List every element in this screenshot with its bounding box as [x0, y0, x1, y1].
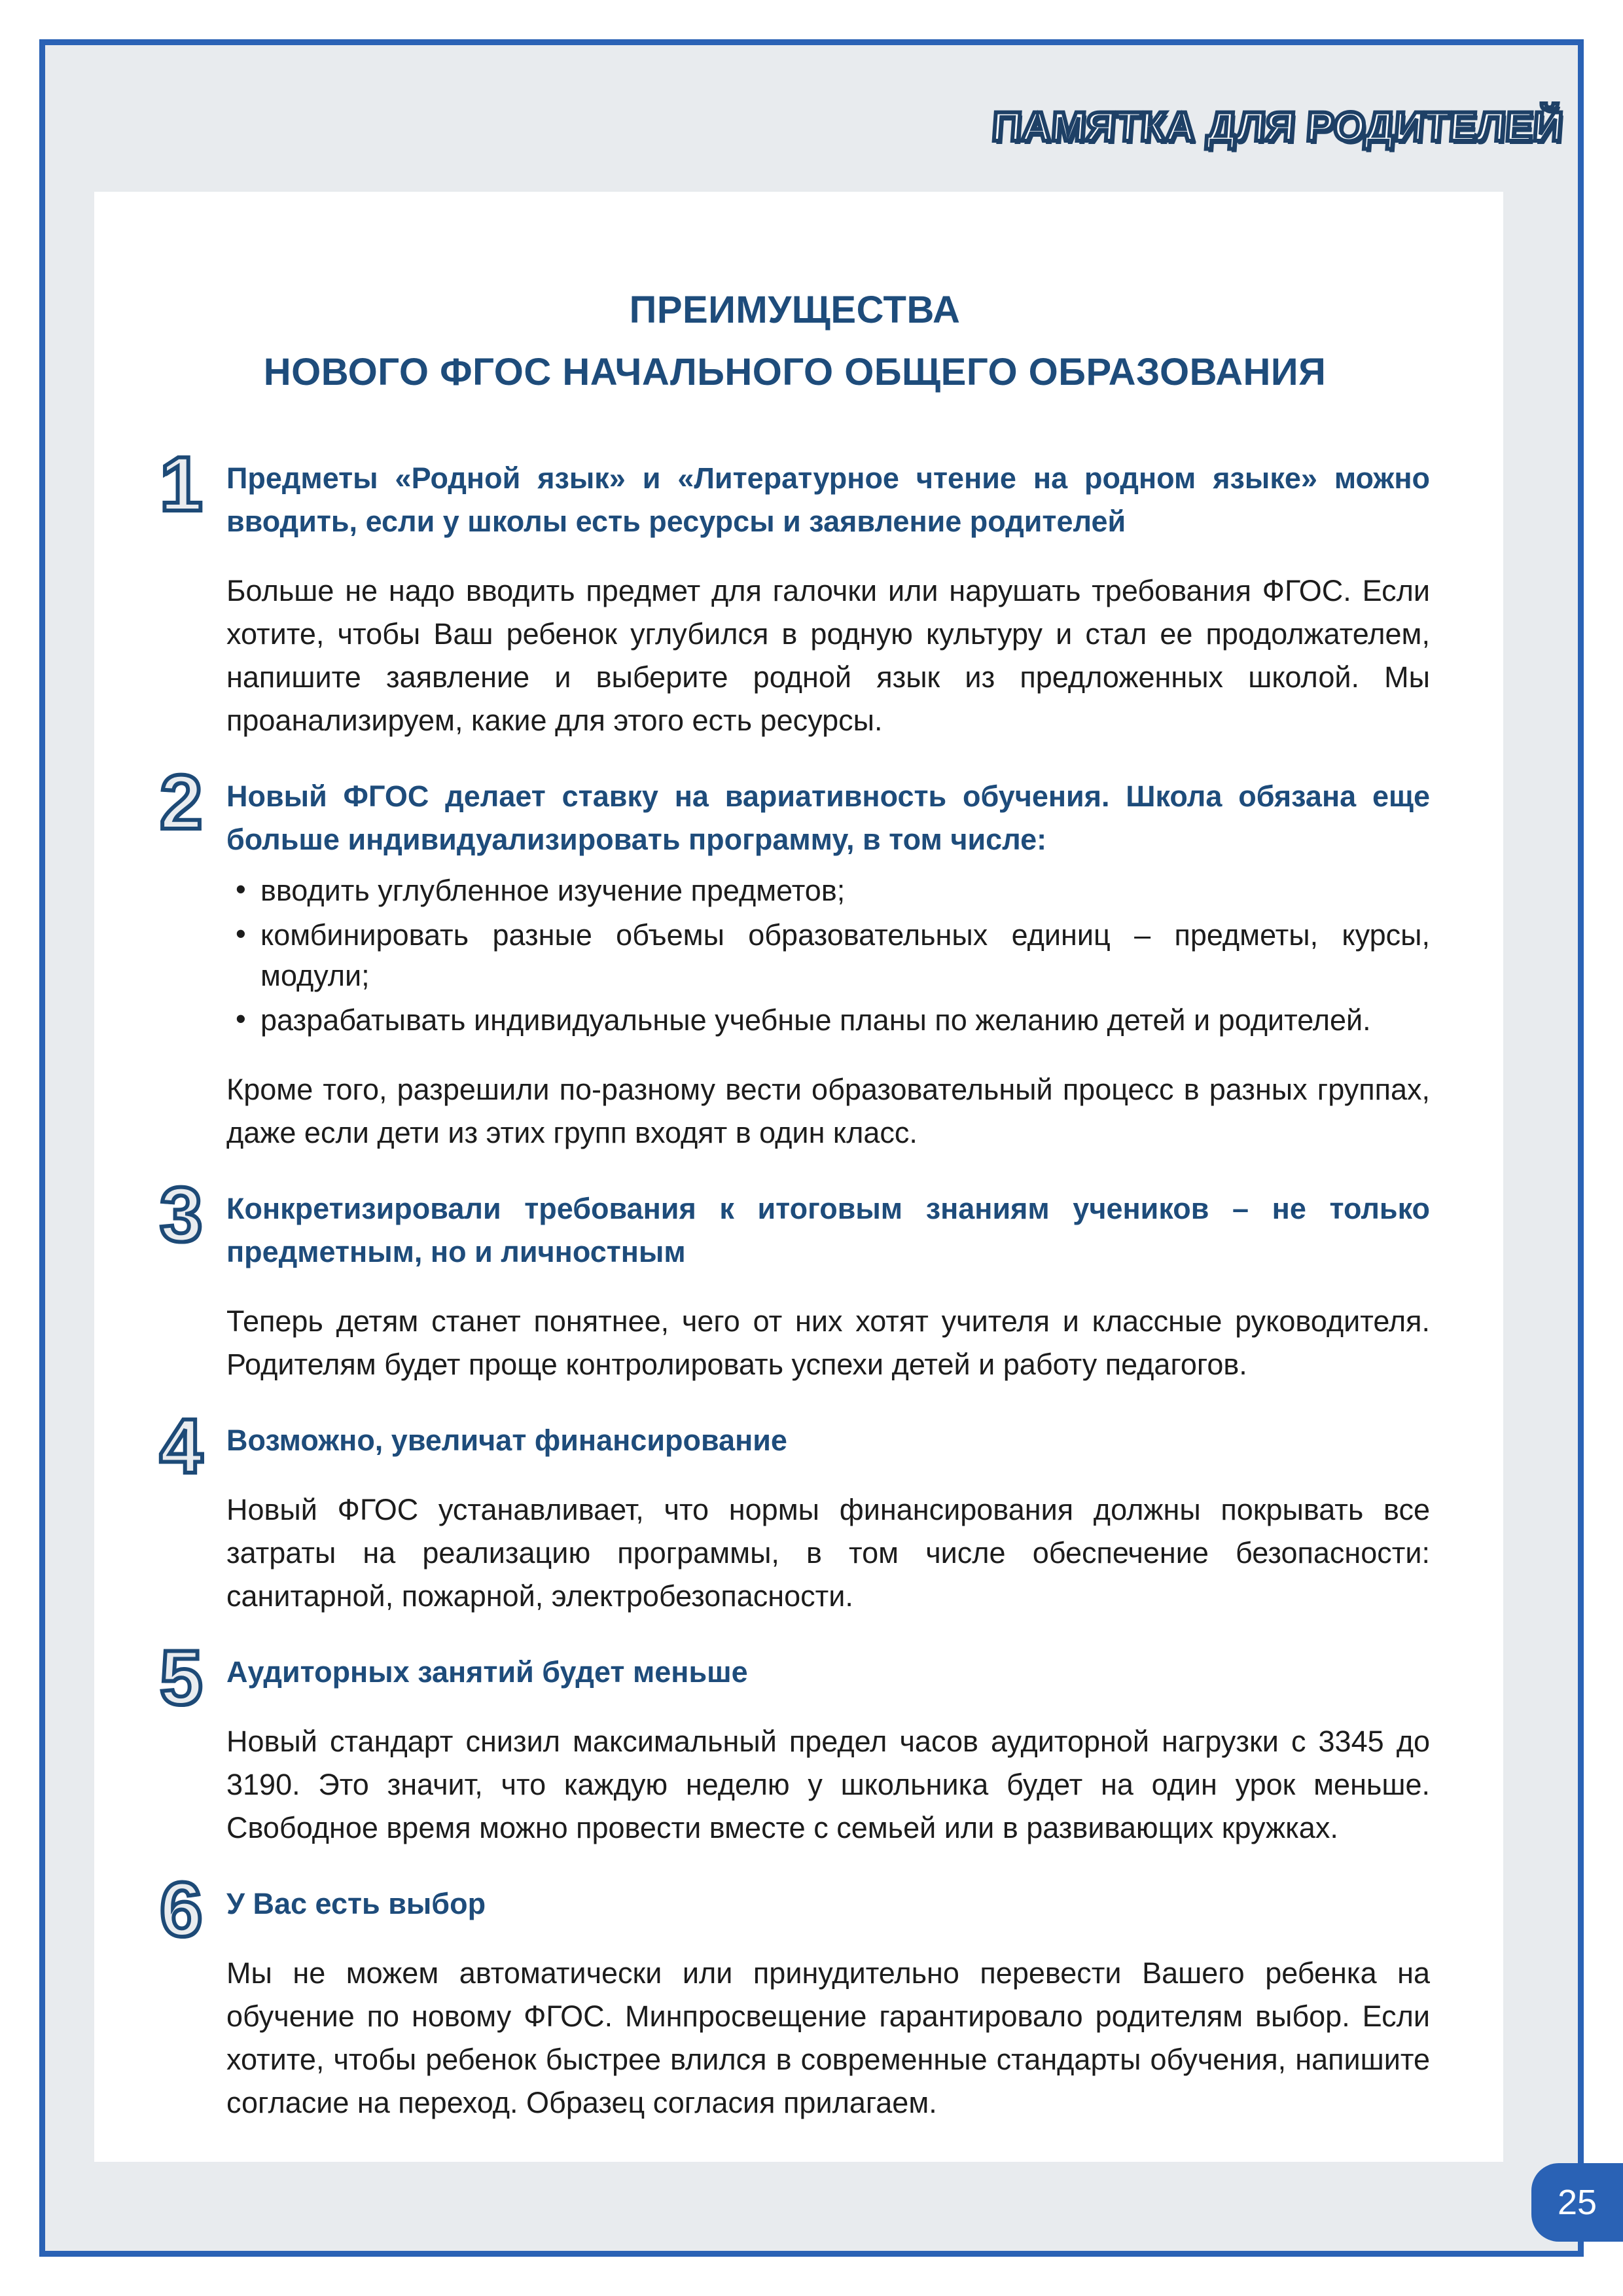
section-4: [160, 1403, 1430, 1618]
section-number: 2: [160, 759, 203, 846]
section-2: [160, 759, 1430, 1155]
page-title: [160, 279, 1430, 403]
section-body: [226, 1651, 1430, 1850]
section-heading: Предметы «Родной язык» и «Литературное чтение на родном языке» можно вводить, если у школы есть ресурсы и заявление родителей: [226, 461, 1430, 538]
bullet-item: • вводить углубленное изучение предметов;: [226, 870, 1430, 911]
content-panel: [94, 192, 1503, 2162]
section-paragraph: Мы не можем автоматически или принудительно перевести Вашего ребенка на обучение по новому ФГОС. Минпросвещение гарантировало родителям выбор. Если хотите, чтобы ребенок быстрее влился в современные стандарты обучения, напишите согласие на переход. Образец согласия прилагаем.: [226, 1956, 1430, 2119]
section-heading: У Вас есть выбор: [226, 1887, 486, 1920]
section-body: [226, 457, 1430, 742]
section-number: 3: [160, 1172, 203, 1258]
section-body: [226, 1882, 1430, 2125]
bullet-item: • разрабатывать индивидуальные учебные планы по желанию детей и родителей.: [226, 1000, 1430, 1041]
bullet-item: • комбинировать разные объемы образовательных единиц – предметы, курсы, модули;: [226, 915, 1430, 996]
section-number: 1: [160, 441, 203, 528]
section-heading: Конкретизировали требования к итоговым знаниям учеников – не только предметным, но и личностным: [226, 1192, 1430, 1268]
section-heading: Возможно, увеличат финансирование: [226, 1424, 787, 1457]
section-1: [160, 441, 1430, 742]
section-paragraph: Новый стандарт снизил максимальный предел часов аудиторной нагрузки с 3345 до 3190. Это значит, что каждую неделю у школьника будет на один урок меньше. Свободное время можно провести вместе с семьей или в развивающих кружках.: [226, 1725, 1430, 1844]
bullet-list: [226, 870, 1430, 1041]
section-body: [226, 1419, 1430, 1618]
section-3: [160, 1172, 1430, 1386]
section-number: 6: [160, 1867, 203, 1953]
section-heading: Аудиторных занятий будет меньше: [226, 1655, 748, 1689]
brand-header: ПАМЯТКА ДЛЯ РОДИТЕЛЕЙ: [990, 104, 1565, 150]
page-title-line1: ПРЕИМУЩЕСТВА: [629, 289, 961, 331]
section-body: [226, 1187, 1430, 1386]
section-number: 5: [160, 1635, 203, 1721]
section-paragraph: Больше не надо вводить предмет для галочки или нарушать требования ФГОС. Если хотите, чтобы Ваш ребенок углубился в родную культуру и стал ее продолжателем, напишите заявление и выберите родной язык из предложенных школой. Мы проанализируем, какие для этого есть ресурсы.: [226, 574, 1430, 737]
section-5: [160, 1635, 1430, 1850]
page-number-badge: [1531, 2163, 1623, 2242]
section-body: [226, 775, 1430, 1155]
section-heading: Новый ФГОС делает ставку на вариативность обучения. Школа обязана еще больше индивидуализировать программу, в том числе:: [226, 780, 1430, 856]
section-paragraph: Новый ФГОС устанавливает, что нормы финансирования должны покрывать все затраты на реализацию программы, в том числе обеспечение безопасности: санитарной, пожарной, электробезопасности.: [226, 1493, 1430, 1613]
section-6: [160, 1867, 1430, 2125]
section-paragraph: Кроме того, разрешили по-разному вести образовательный процесс в разных группах, даже если дети из этих групп входят в один класс.: [226, 1073, 1430, 1149]
section-number: 4: [160, 1403, 203, 1490]
section-paragraph: Теперь детям станет понятнее, чего от них хотят учителя и классные руководителя. Родителям будет проще контролировать успехи детей и работу педагогов.: [226, 1304, 1430, 1381]
page-title-line2: НОВОГО ФГОС НАЧАЛЬНОГО ОБЩЕГО ОБРАЗОВАНИЯ: [263, 351, 1327, 393]
page-number: 25: [1557, 2183, 1597, 2222]
